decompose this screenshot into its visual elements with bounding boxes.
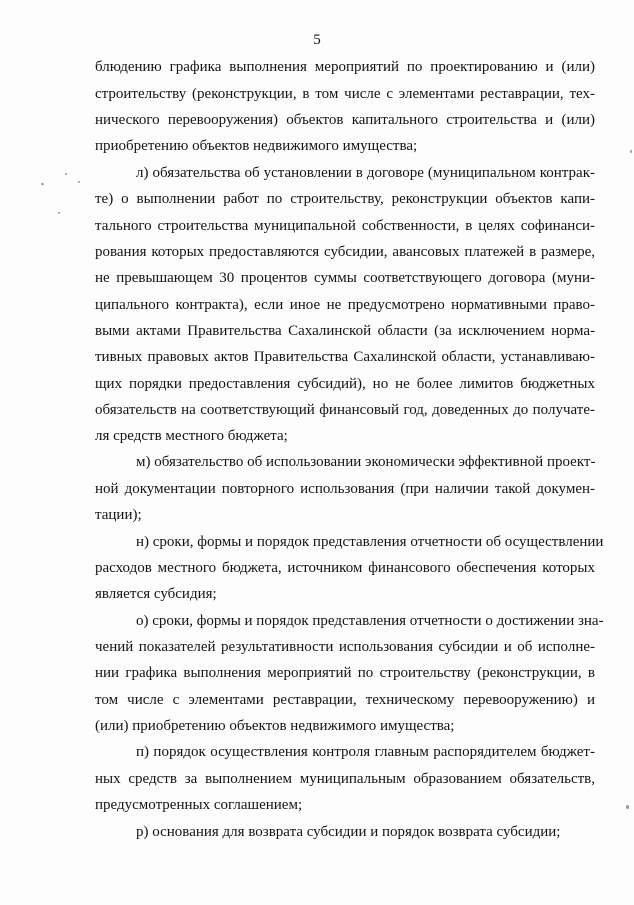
- text-line: тального строительства муниципальной собственности, в целях софинанси-: [95, 218, 595, 234]
- text-line: (или) приобретению объектов недвижимого имущества;: [95, 718, 455, 734]
- text-line: р) основания для возврата субсидии и порядок возврата субсидии;: [136, 824, 561, 840]
- text-line: не превышающем 30 процентов суммы соответствующего договора (муни-: [95, 270, 595, 286]
- scan-speck: [78, 181, 80, 183]
- text-line: блюдению графика выполнения мероприятий по проектированию и (или): [95, 59, 595, 75]
- scan-speck: [626, 805, 629, 809]
- text-line: м) обязательство об использовании экономически эффективной проект-: [136, 454, 596, 470]
- text-line: ципального контракта), если иное не предусмотрено нормативными право-: [95, 297, 595, 313]
- text-line: тивных правовых актов Правительства Сахалинской области, устанавливаю-: [95, 349, 595, 365]
- text-line: тации);: [95, 507, 142, 523]
- text-line: ных средств за выполнением муниципальным образованием обязательств,: [95, 771, 595, 787]
- text-line: нического перевооружения) объектов капитального строительства и (или): [95, 112, 595, 128]
- scan-speck: [65, 173, 67, 175]
- text-line: приобретению объектов недвижимого имущества;: [95, 138, 418, 154]
- scan-speck: [58, 212, 60, 214]
- text-line: ной документации повторного использования (при наличии такой докумен-: [95, 481, 595, 497]
- text-line: ля средств местного бюджета;: [95, 428, 288, 444]
- text-line: п) порядок осуществления контроля главным распорядителем бюджет-: [136, 744, 595, 760]
- scan-speck: [41, 183, 44, 185]
- text-line: о) сроки, формы и порядок представления отчетности о достижении зна-: [136, 613, 604, 629]
- text-line: л) обязательства об установлении в договоре (муниципальном контрак-: [136, 165, 595, 181]
- text-line: нии графика выполнения мероприятий по строительству (реконструкции, в: [95, 665, 595, 681]
- text-line: строительству (реконструкции, в том числе с элементами реставрации, тех-: [95, 86, 595, 102]
- text-line: рования которых предоставляются субсидии, авансовых платежей в размере,: [95, 244, 595, 260]
- text-line: расходов местного бюджета, источником финансового обеспечения которых: [95, 560, 595, 576]
- text-line: том числе с элементами реставрации, техническому перевооружению) и: [95, 692, 595, 708]
- page-number: 5: [313, 32, 321, 48]
- scan-speck: [630, 150, 632, 153]
- text-line: предусмотренных соглашением;: [95, 797, 303, 813]
- text-line: н) сроки, формы и порядок представления отчетности об осуществлении: [136, 534, 604, 550]
- text-line: щих порядки предоставления субсидий), но не более лимитов бюджетных: [95, 376, 595, 392]
- text-line: чений показателей результативности использования субсидии и об исполне-: [95, 639, 595, 655]
- text-line: те) о выполнении работ по строительству, реконструкции объектов капи-: [95, 191, 595, 207]
- text-line: является субсидия;: [95, 586, 217, 602]
- text-line: выми актами Правительства Сахалинской области (за исключением норма-: [95, 323, 595, 339]
- text-line: обязательств на соответствующий финансовый год, доведенных до получате-: [95, 402, 595, 418]
